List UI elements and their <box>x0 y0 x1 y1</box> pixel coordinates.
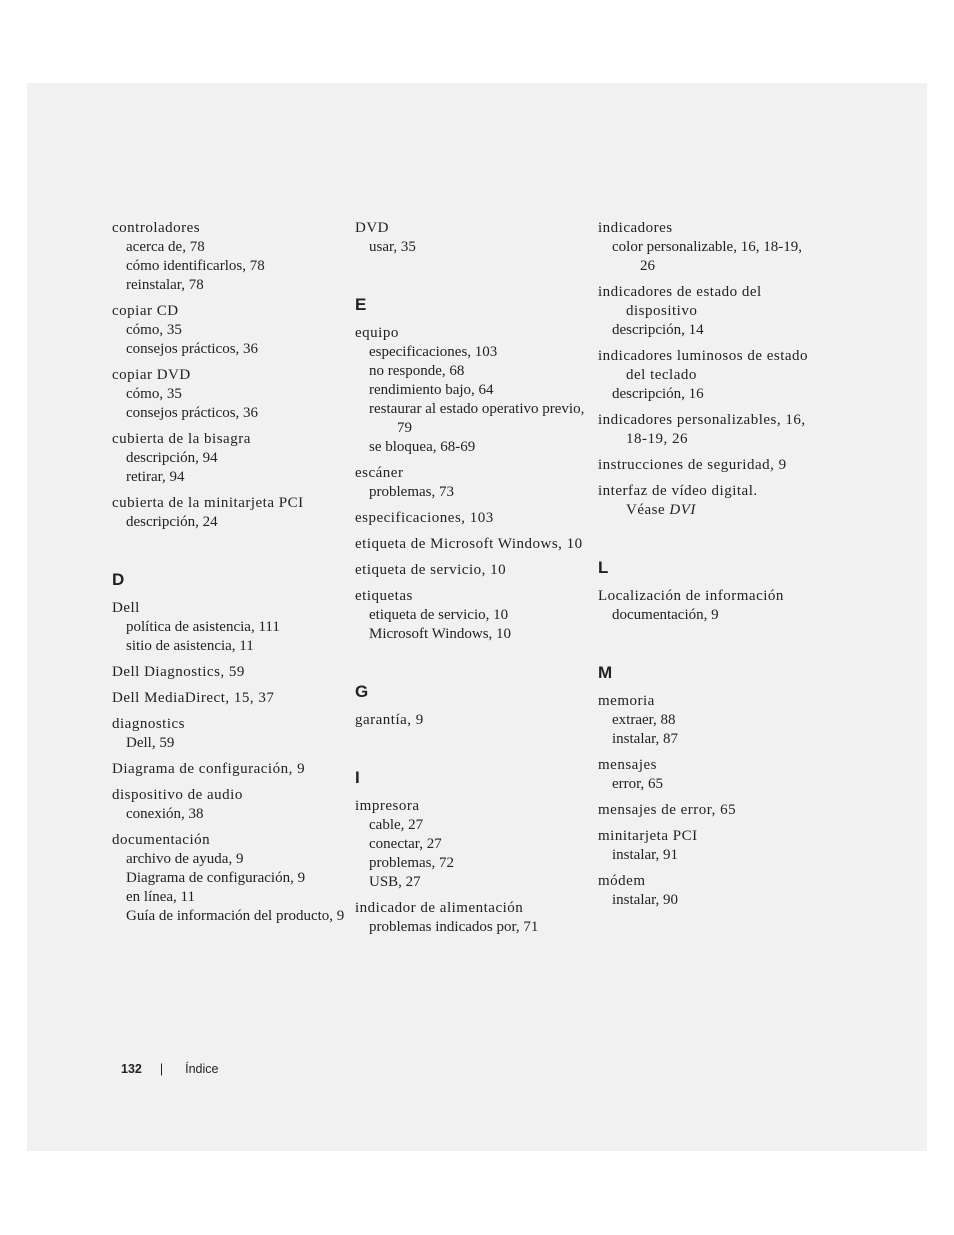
index-entry-heading: Diagrama de configuración, 9 <box>112 761 306 777</box>
index-subentry: reinstalar, 78 <box>126 277 204 293</box>
index-entry-heading: mensajes <box>598 757 657 773</box>
index-entry-heading: dispositivo de audio <box>112 787 243 803</box>
index-subentry: problemas, 72 <box>369 855 454 871</box>
index-subentry: especificaciones, 103 <box>369 344 498 360</box>
index-entry-heading: controladores <box>112 220 201 236</box>
index-subentry: usar, 35 <box>369 239 416 255</box>
index-subentry: se bloquea, 68-69 <box>369 439 476 455</box>
page-footer <box>121 1062 218 1076</box>
index-see-reference <box>598 501 813 520</box>
index-entry-heading: Dell Diagnostics, 59 <box>112 664 245 680</box>
index-subentry: instalar, 87 <box>612 731 679 747</box>
index-subentry: Guía de información del producto, 9 <box>126 908 345 924</box>
index-subentry: conexión, 38 <box>126 806 204 822</box>
index-entry <box>355 711 590 730</box>
index-entry-heading: indicadores de estado del dispositivo <box>598 284 762 319</box>
index-entry <box>112 366 347 423</box>
index-entry-heading: cubierta de la minitarjeta PCI <box>112 495 304 511</box>
index-entry-heading: minitarjeta PCI <box>598 828 698 844</box>
page-number: 132 <box>121 1062 142 1076</box>
index-subentry: conectar, 27 <box>369 836 442 852</box>
index-entry <box>112 715 347 753</box>
index-entry-heading: DVD <box>355 220 389 236</box>
see-label: Véase <box>626 502 666 518</box>
index-entry <box>355 464 590 502</box>
index-subentry: acerca de, 78 <box>126 239 205 255</box>
index-entry <box>112 219 347 295</box>
index-entry <box>598 692 813 749</box>
index-subentry: Microsoft Windows, 10 <box>369 626 512 642</box>
index-entry <box>112 599 347 656</box>
index-entry-heading: diagnostics <box>112 716 185 732</box>
index-entry-heading: mensajes de error, 65 <box>598 802 737 818</box>
index-entry <box>112 494 347 532</box>
footer-section-title: Índice <box>185 1062 219 1076</box>
index-entry <box>598 756 813 794</box>
index-subentry: Dell, 59 <box>126 735 175 751</box>
index-entry <box>112 760 347 779</box>
index-subentry: problemas indicados por, 71 <box>369 919 539 935</box>
index-subentry: no responde, 68 <box>369 363 465 379</box>
index-subentry: descripción, 14 <box>612 322 704 338</box>
see-target: DVI <box>669 502 696 518</box>
index-entry-heading: impresora <box>355 798 420 814</box>
index-subentry: color personalizable, 16, 18-19, 26 <box>612 239 802 274</box>
index-subentry: consejos prácticos, 36 <box>126 405 259 421</box>
index-entry <box>598 219 813 276</box>
index-entry <box>355 219 590 257</box>
index-entry <box>112 430 347 487</box>
index-entry <box>355 324 590 457</box>
index-subentry: retirar, 94 <box>126 469 185 485</box>
index-entry-heading: documentación <box>112 832 211 848</box>
index-entry <box>355 535 590 554</box>
index-entry <box>598 456 813 475</box>
index-entry-heading: copiar DVD <box>112 367 191 383</box>
index-entry <box>598 411 813 449</box>
index-entry-heading: memoria <box>598 693 655 709</box>
index-entry-heading: indicadores <box>598 220 673 236</box>
index-column-1 <box>112 219 347 933</box>
index-entry-heading: indicadores luminosos de estado del teclado <box>598 348 809 383</box>
footer-separator: | <box>159 1062 164 1076</box>
index-entry <box>112 831 347 926</box>
index-letter-heading: M <box>598 663 613 682</box>
index-letter-heading: E <box>355 295 367 314</box>
index-subentry: cable, 27 <box>369 817 424 833</box>
index-entry-heading: cubierta de la bisagra <box>112 431 251 447</box>
index-subentry: extraer, 88 <box>612 712 676 728</box>
index-entry-heading: indicador de alimentación <box>355 900 524 916</box>
index-entry <box>355 587 590 644</box>
index-subentry: cómo, 35 <box>126 322 182 338</box>
index-entry <box>598 283 813 340</box>
index-entry-heading: instrucciones de seguridad, 9 <box>598 457 787 473</box>
index-subentry: problemas, 73 <box>369 484 454 500</box>
index-entry-heading: especificaciones, 103 <box>355 510 494 526</box>
index-letter-heading: I <box>355 768 360 787</box>
index-letter-heading: L <box>598 558 609 577</box>
index-entry <box>112 302 347 359</box>
index-subentry: consejos prácticos, 36 <box>126 341 259 357</box>
index-entry-heading: interfaz de vídeo digital. <box>598 483 758 499</box>
index-subentry: en línea, 11 <box>126 889 196 905</box>
index-entry-heading: garantía, 9 <box>355 712 424 728</box>
index-subentry: etiqueta de servicio, 10 <box>369 607 509 623</box>
index-letter-heading: D <box>112 570 125 589</box>
index-entry-heading: módem <box>598 873 646 889</box>
index-entry <box>112 786 347 824</box>
index-column-2 <box>355 219 590 944</box>
index-entry-heading: etiqueta de Microsoft Windows, 10 <box>355 536 583 552</box>
index-subentry: descripción, 94 <box>126 450 218 466</box>
index-subentry: archivo de ayuda, 9 <box>126 851 244 867</box>
index-entry <box>355 797 590 892</box>
index-entry-heading: escáner <box>355 465 404 481</box>
index-subentry: error, 65 <box>612 776 664 792</box>
index-entry <box>355 509 590 528</box>
index-subentry: Diagrama de configuración, 9 <box>126 870 306 886</box>
index-entry-heading: indicadores personalizables, 16, 18-19, 26 <box>598 412 806 447</box>
index-entry-heading: Dell <box>112 600 140 616</box>
index-subentry: instalar, 91 <box>612 847 679 863</box>
index-subentry: cómo identificarlos, 78 <box>126 258 265 274</box>
index-subentry: restaurar al estado operativo previo, 79 <box>369 401 585 436</box>
index-entry <box>112 663 347 682</box>
index-entry-heading: Localización de información <box>598 588 784 604</box>
index-subentry: política de asistencia, 111 <box>126 619 280 635</box>
index-entry-heading: etiquetas <box>355 588 413 604</box>
index-subentry: USB, 27 <box>369 874 421 890</box>
index-entry <box>355 899 590 937</box>
index-subentry: descripción, 16 <box>612 386 704 402</box>
index-subentry: instalar, 90 <box>612 892 679 908</box>
index-entry <box>598 587 813 625</box>
index-entry-heading: copiar CD <box>112 303 179 319</box>
index-subentry: rendimiento bajo, 64 <box>369 382 494 398</box>
index-subentry: sitio de asistencia, 11 <box>126 638 254 654</box>
index-letter-heading: G <box>355 682 369 701</box>
index-entry <box>112 689 347 708</box>
index-entry <box>355 561 590 580</box>
index-subentry: descripción, 24 <box>126 514 218 530</box>
index-entry-heading: etiqueta de servicio, 10 <box>355 562 507 578</box>
index-entry <box>598 872 813 910</box>
index-entry <box>598 347 813 404</box>
index-subentry: cómo, 35 <box>126 386 182 402</box>
index-entry-heading: equipo <box>355 325 399 341</box>
index-subentry: documentación, 9 <box>612 607 719 623</box>
index-column-3 <box>598 219 813 917</box>
index-entry-heading: Dell MediaDirect, 15, 37 <box>112 690 275 706</box>
index-entry <box>598 482 813 520</box>
index-entry <box>598 801 813 820</box>
index-entry <box>598 827 813 865</box>
